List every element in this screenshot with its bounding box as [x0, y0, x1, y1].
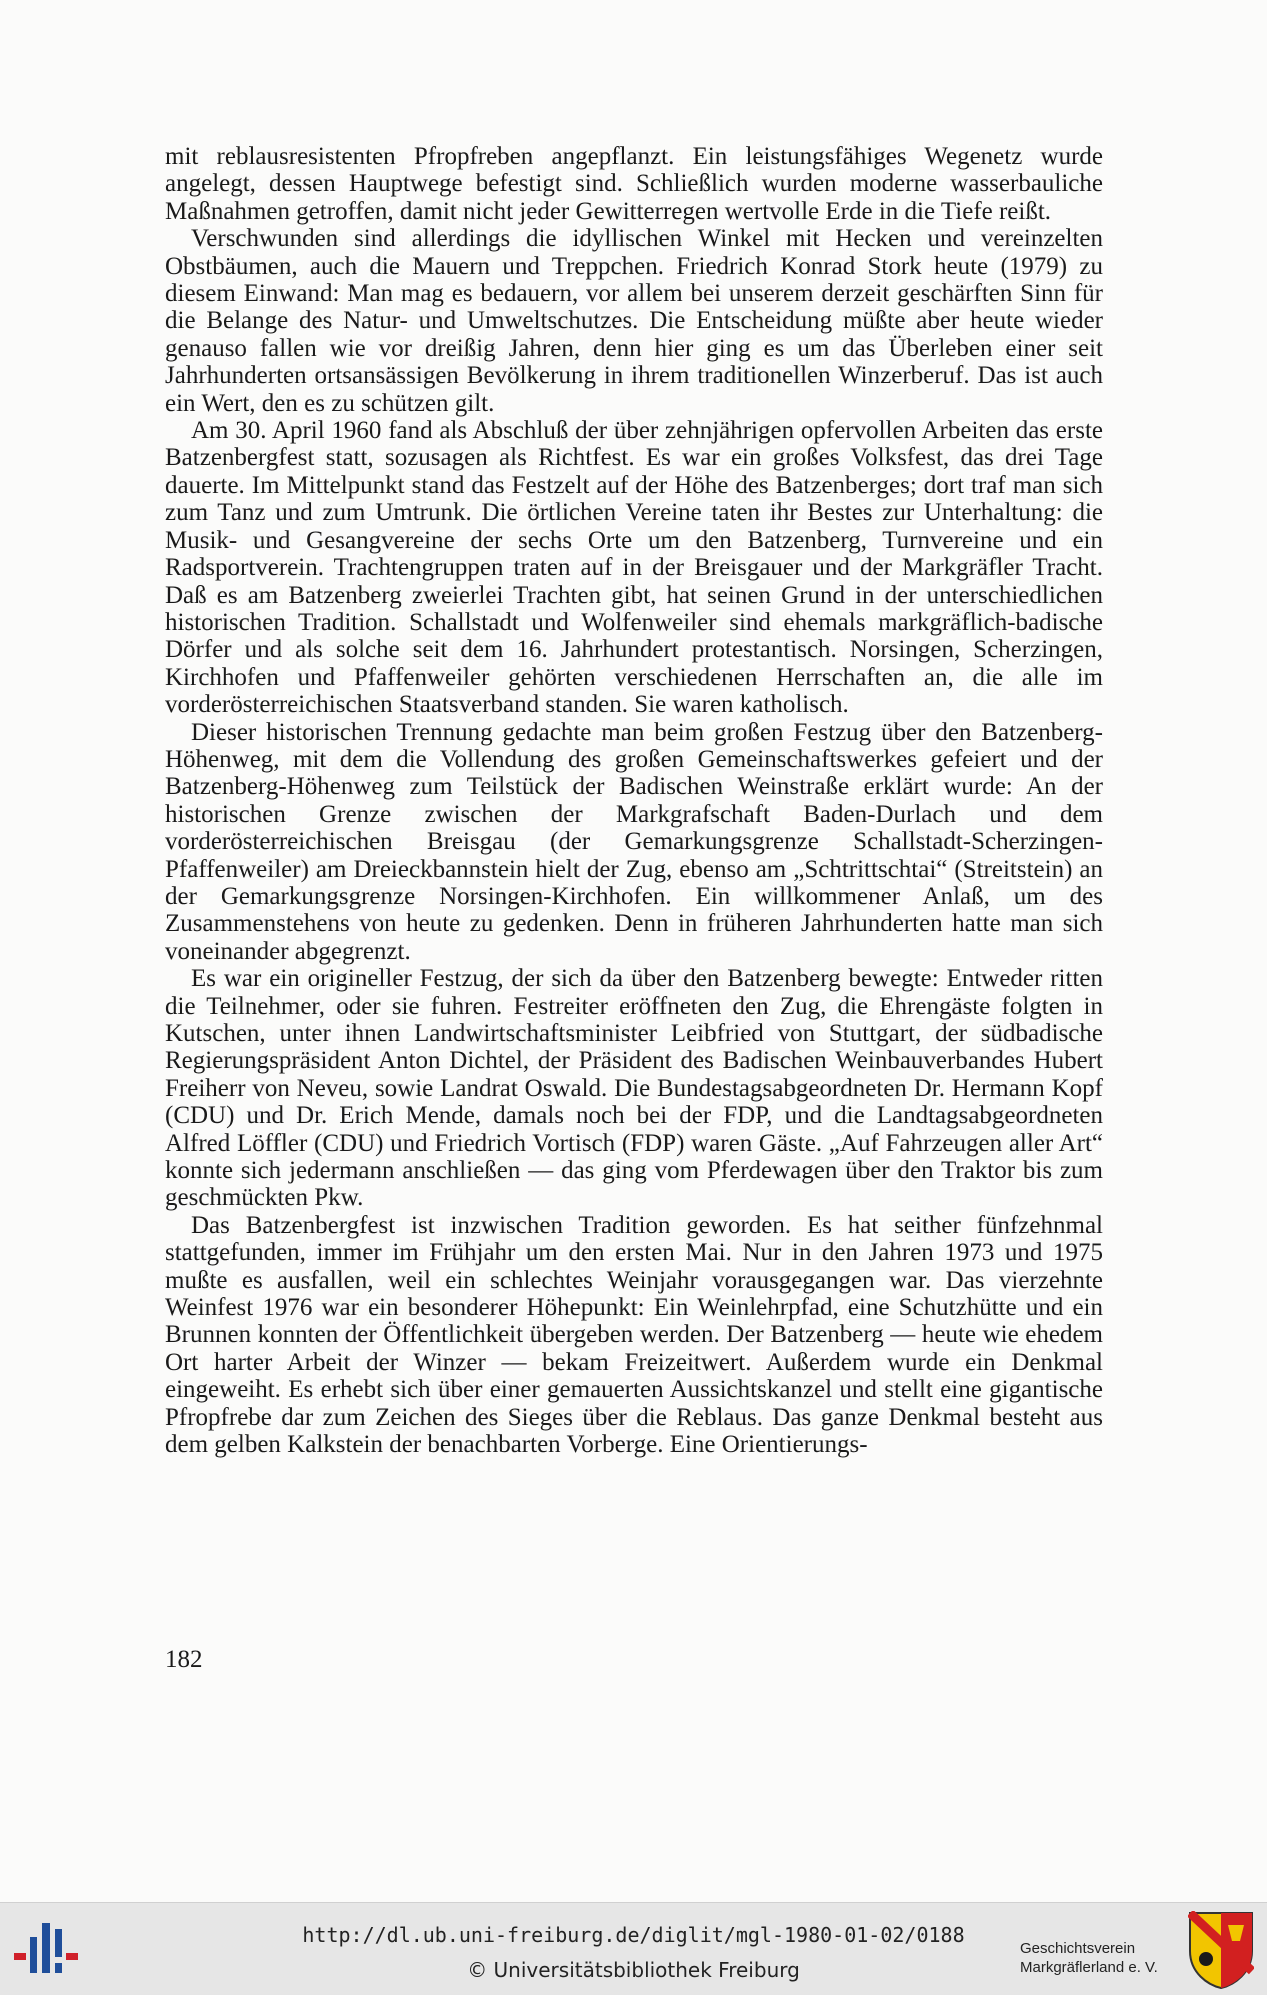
coat-of-arms-icon[interactable] [1188, 1911, 1254, 1989]
permalink-url[interactable]: http://dl.ub.uni-freiburg.de/diglit/mgl-1980-01-02/0188 [302, 1923, 965, 1947]
paragraph: Verschwunden sind allerdings die idyllischen Winkel mit Hecken und vereinzelten Obstbäumen, auch die Mauern und Treppchen. Friedrich Konrad Stork heute (1979) zu diesem Einwand: Man mag es bedauern, vor allem bei unserem derzeit geschärften Sinn für die Belange des Natur- und Umweltschutzes. Die Entscheidung müßte aber heute wieder genauso fallen wie vor dreißig Jahren, denn hier ging es um das Überleben einer seit Jahrhunderten ortsansässigen Bevölkerung in ihrem traditionellen Winzerberuf. Das ist auch ein Wert, den es zu schützen gilt. [165, 225, 1103, 417]
paragraph: Dieser historischen Trennung gedachte man beim großen Festzug über den Batzenberg-Höhenweg, mit dem die Vollendung des großen Gemeinschaftswerkes gefeiert und der Batzenberg-Höhenweg zum Teilstück der Badischen Weinstraße erklärt wurde: An der historischen Grenze zwischen der Markgrafschaft Baden-Durlach und dem vorderösterreichischen Breisgau (der Gemarkungsgrenze Schallstadt-Scherzingen-Pfaffenweiler) am Dreieckbannstein hielt der Zug, ebenso am „Schtrittschtai“ (Streitstein) an der Gemarkungsgrenze Norsingen-Kirchhofen. Ein willkommener Anlaß, um des Zusammenstehens von heute zu gedenken. Denn in früheren Jahrhunderten hatte man sich voneinander abgegrenzt. [165, 718, 1103, 965]
paragraph: mit reblausresistenten Pfropfreben angepflanzt. Ein leistungsfähiges Wegenetz wurde angelegt, dessen Hauptwege befestigt sind. Schließlich wurden moderne wasserbauliche Maßnahmen getroffen, damit nicht jeder Gewitterregen wertvolle Erde in die Tiefe reißt. [165, 143, 1103, 225]
paragraph: Es war ein origineller Festzug, der sich da über den Batzenberg bewegte: Entweder ritten die Teilnehmer, oder sie fuhren. Festreiter eröffneten den Zug, die Ehrengäste folgten in Kutschen, unter ihnen Landwirtschaftsminister Leibfried von Stuttgart, der südbadische Regierungspräsident Anton Dichtel, der Präsident des Badischen Weinbauverbandes Hubert Freiherr von Neveu, sowie Landrat Oswald. Die Bundestagsabgeordneten Dr. Hermann Kopf (CDU) und Dr. Erich Mende, damals noch bei der FDP, und die Landtagsabgeordneten Alfred Löffler (CDU) und Friedrich Vortisch (FDP) waren Gäste. „Auf Fahrzeugen aller Art“ konnte sich jedermann anschließen — das ging vom Pferdewagen über den Traktor bis zum geschmückten Pkw. [165, 965, 1103, 1212]
society-line-2: Markgräflerland e. V. [1020, 1959, 1158, 1976]
body-text [165, 143, 1103, 1459]
viewer-footer [0, 1902, 1267, 1995]
paragraph: Das Batzenbergfest ist inzwischen Tradition geworden. Es hat seither fünfzehnmal stattgefunden, immer im Frühjahr um den ersten Mai. Nur in den Jahren 1973 und 1975 mußte es ausfallen, weil ein schlechtes Weinjahr vorausgegangen war. Das vierzehnte Weinfest 1976 war ein besonderer Höhepunkt: Ein Weinlehrpfad, eine Schutzhütte und ein Brunnen konnten der Öffentlichkeit übergeben werden. Der Batzenberg — heute wie ehedem Ort harter Arbeit der Winzer — bekam Freizeitwert. Außerdem wurde ein Denkmal eingeweiht. Es erhebt sich über einer gemauerten Aussichtskanzel und stellt eine gigantische Pfropfrebe dar zum Zeichen des Sieges über die Reblaus. Das ganze Denkmal besteht aus dem gelben Kalkstein der benachbarten Vorberge. Eine Orientierungs- [165, 1211, 1103, 1459]
society-line-1: Geschichtsverein [1020, 1940, 1136, 1957]
copyright-notice: © Universitätsbibliothek Freiburg [467, 1958, 800, 1982]
paragraph: Am 30. April 1960 fand als Abschluß der über zehnjährigen opfervollen Arbeiten das erste Batzenbergfest statt, sozusagen als Richtfest. Es war ein großes Volksfest, das drei Tage dauerte. Im Mittelpunkt stand das Festzelt auf der Höhe des Batzenberges; dort traf man sich zum Tanz und zum Umtrunk. Die örtlichen Vereine taten ihr Bestes zur Unterhaltung: die Musik- und Gesangvereine der sechs Orte um den Batzenberg, Turnvereine und ein Radsportverein. Trachtengruppen traten auf in der Breisgauer und der Markgräfler Tracht. Daß es am Batzenberg zweierlei Trachten gibt, hat seinen Grund in der unterschiedlichen historischen Tradition. Schallstadt und Wolfenweiler sind ehemals markgräflich-badische Dörfer und als solche seit dem 16. Jahrhundert protestantisch. Norsingen, Scherzingen, Kirchhofen und Pfaffenweiler gehörten verschiedenen Herrschaften an, die alle im vorderösterreichischen Staatsverband standen. Sie waren katholisch. [165, 417, 1103, 719]
society-name [1020, 1939, 1180, 1977]
page-number: 182 [165, 1646, 203, 1673]
